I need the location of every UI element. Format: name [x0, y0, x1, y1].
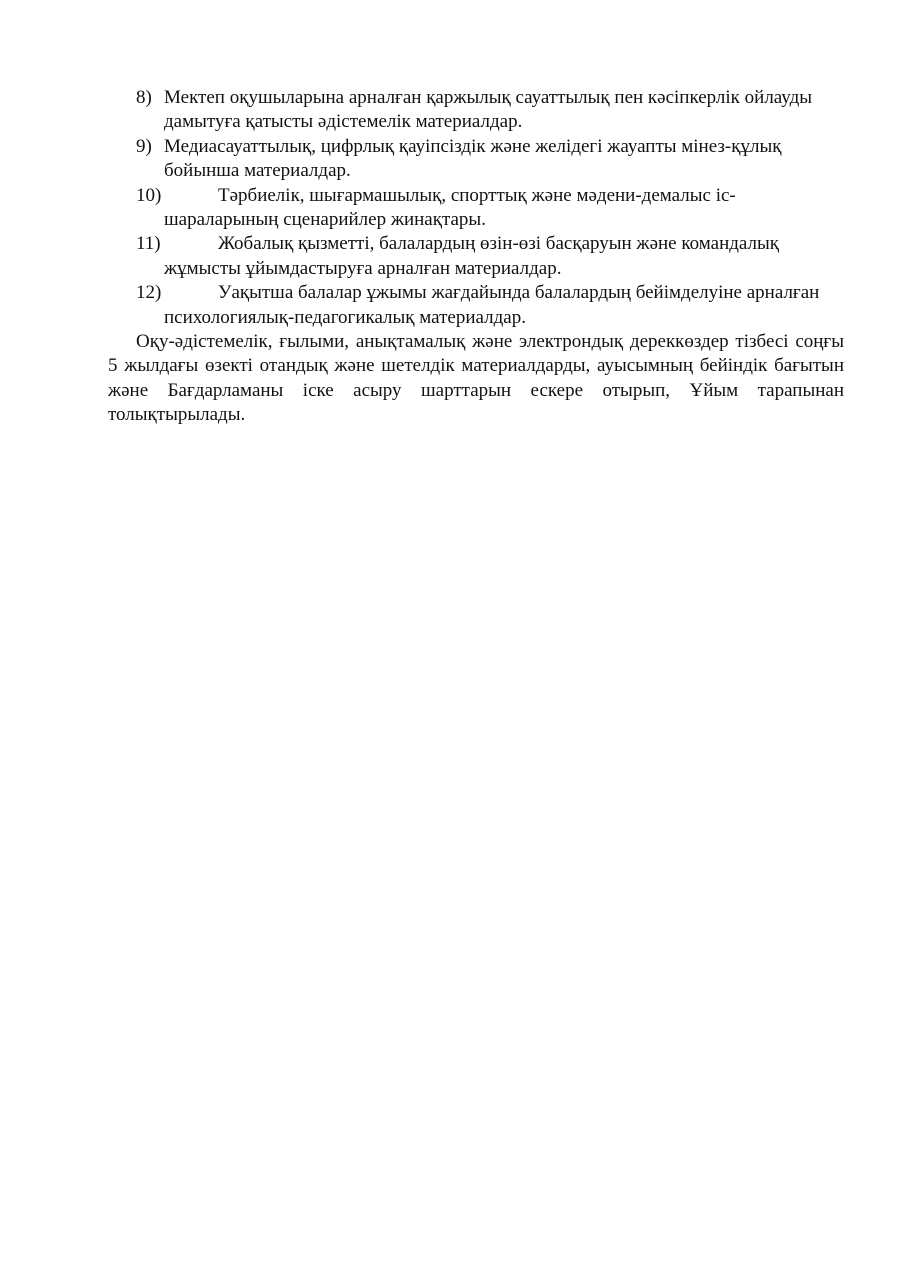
list-number: 9)	[136, 135, 152, 157]
body-paragraph: Оқу-әдістемелік, ғылыми, анықтамалық және электрондық дереккөздер тізбесі соңғы 5 жылдағы өзекті отандық және шетелдік материалдарды, ауысымның бейіндік бағытын және Бағдарламаны іске асыру шарттарын ескере отырып, Ұйым тарапынан толықтырылады.	[108, 331, 844, 426]
list-text: Медиасауаттылық, цифрлық қауіпсіздік және желідегі жауапты мінез-құлық бойынша материалдар.	[164, 135, 782, 182]
list-number: 8)	[136, 87, 152, 108]
list-text: Тәрбиелік, шығармашылық, спорттық және мәдени-демалыс іс-шараларының сценарийлер жинақтары.	[164, 184, 736, 231]
list-item-12	[108, 281, 844, 330]
list-number: 11)	[136, 233, 161, 255]
list-text: Мектеп оқушыларына арналған қаржылық сауаттылық пен кәсіпкерлік ойлауды дамытуға қатысты әдістемелік материалдар.	[164, 87, 813, 133]
list-text: Жобалық қызметті, балалардың өзін-өзі басқаруын және командалық жұмысты ұйымдастыруға арналған материалдар.	[164, 233, 779, 279]
list-text: Уақытша балалар ұжымы жағдайында балалардың бейімделуіне арналған психологиялық-педагогикалық материалдар.	[164, 282, 820, 328]
list-item-11	[108, 232, 844, 281]
list-number: 12)	[136, 282, 162, 304]
list-item-9	[108, 135, 844, 184]
list-item-10	[108, 184, 844, 233]
list-item-8	[108, 86, 844, 135]
document-content	[108, 86, 844, 428]
list-number: 10)	[136, 184, 162, 206]
